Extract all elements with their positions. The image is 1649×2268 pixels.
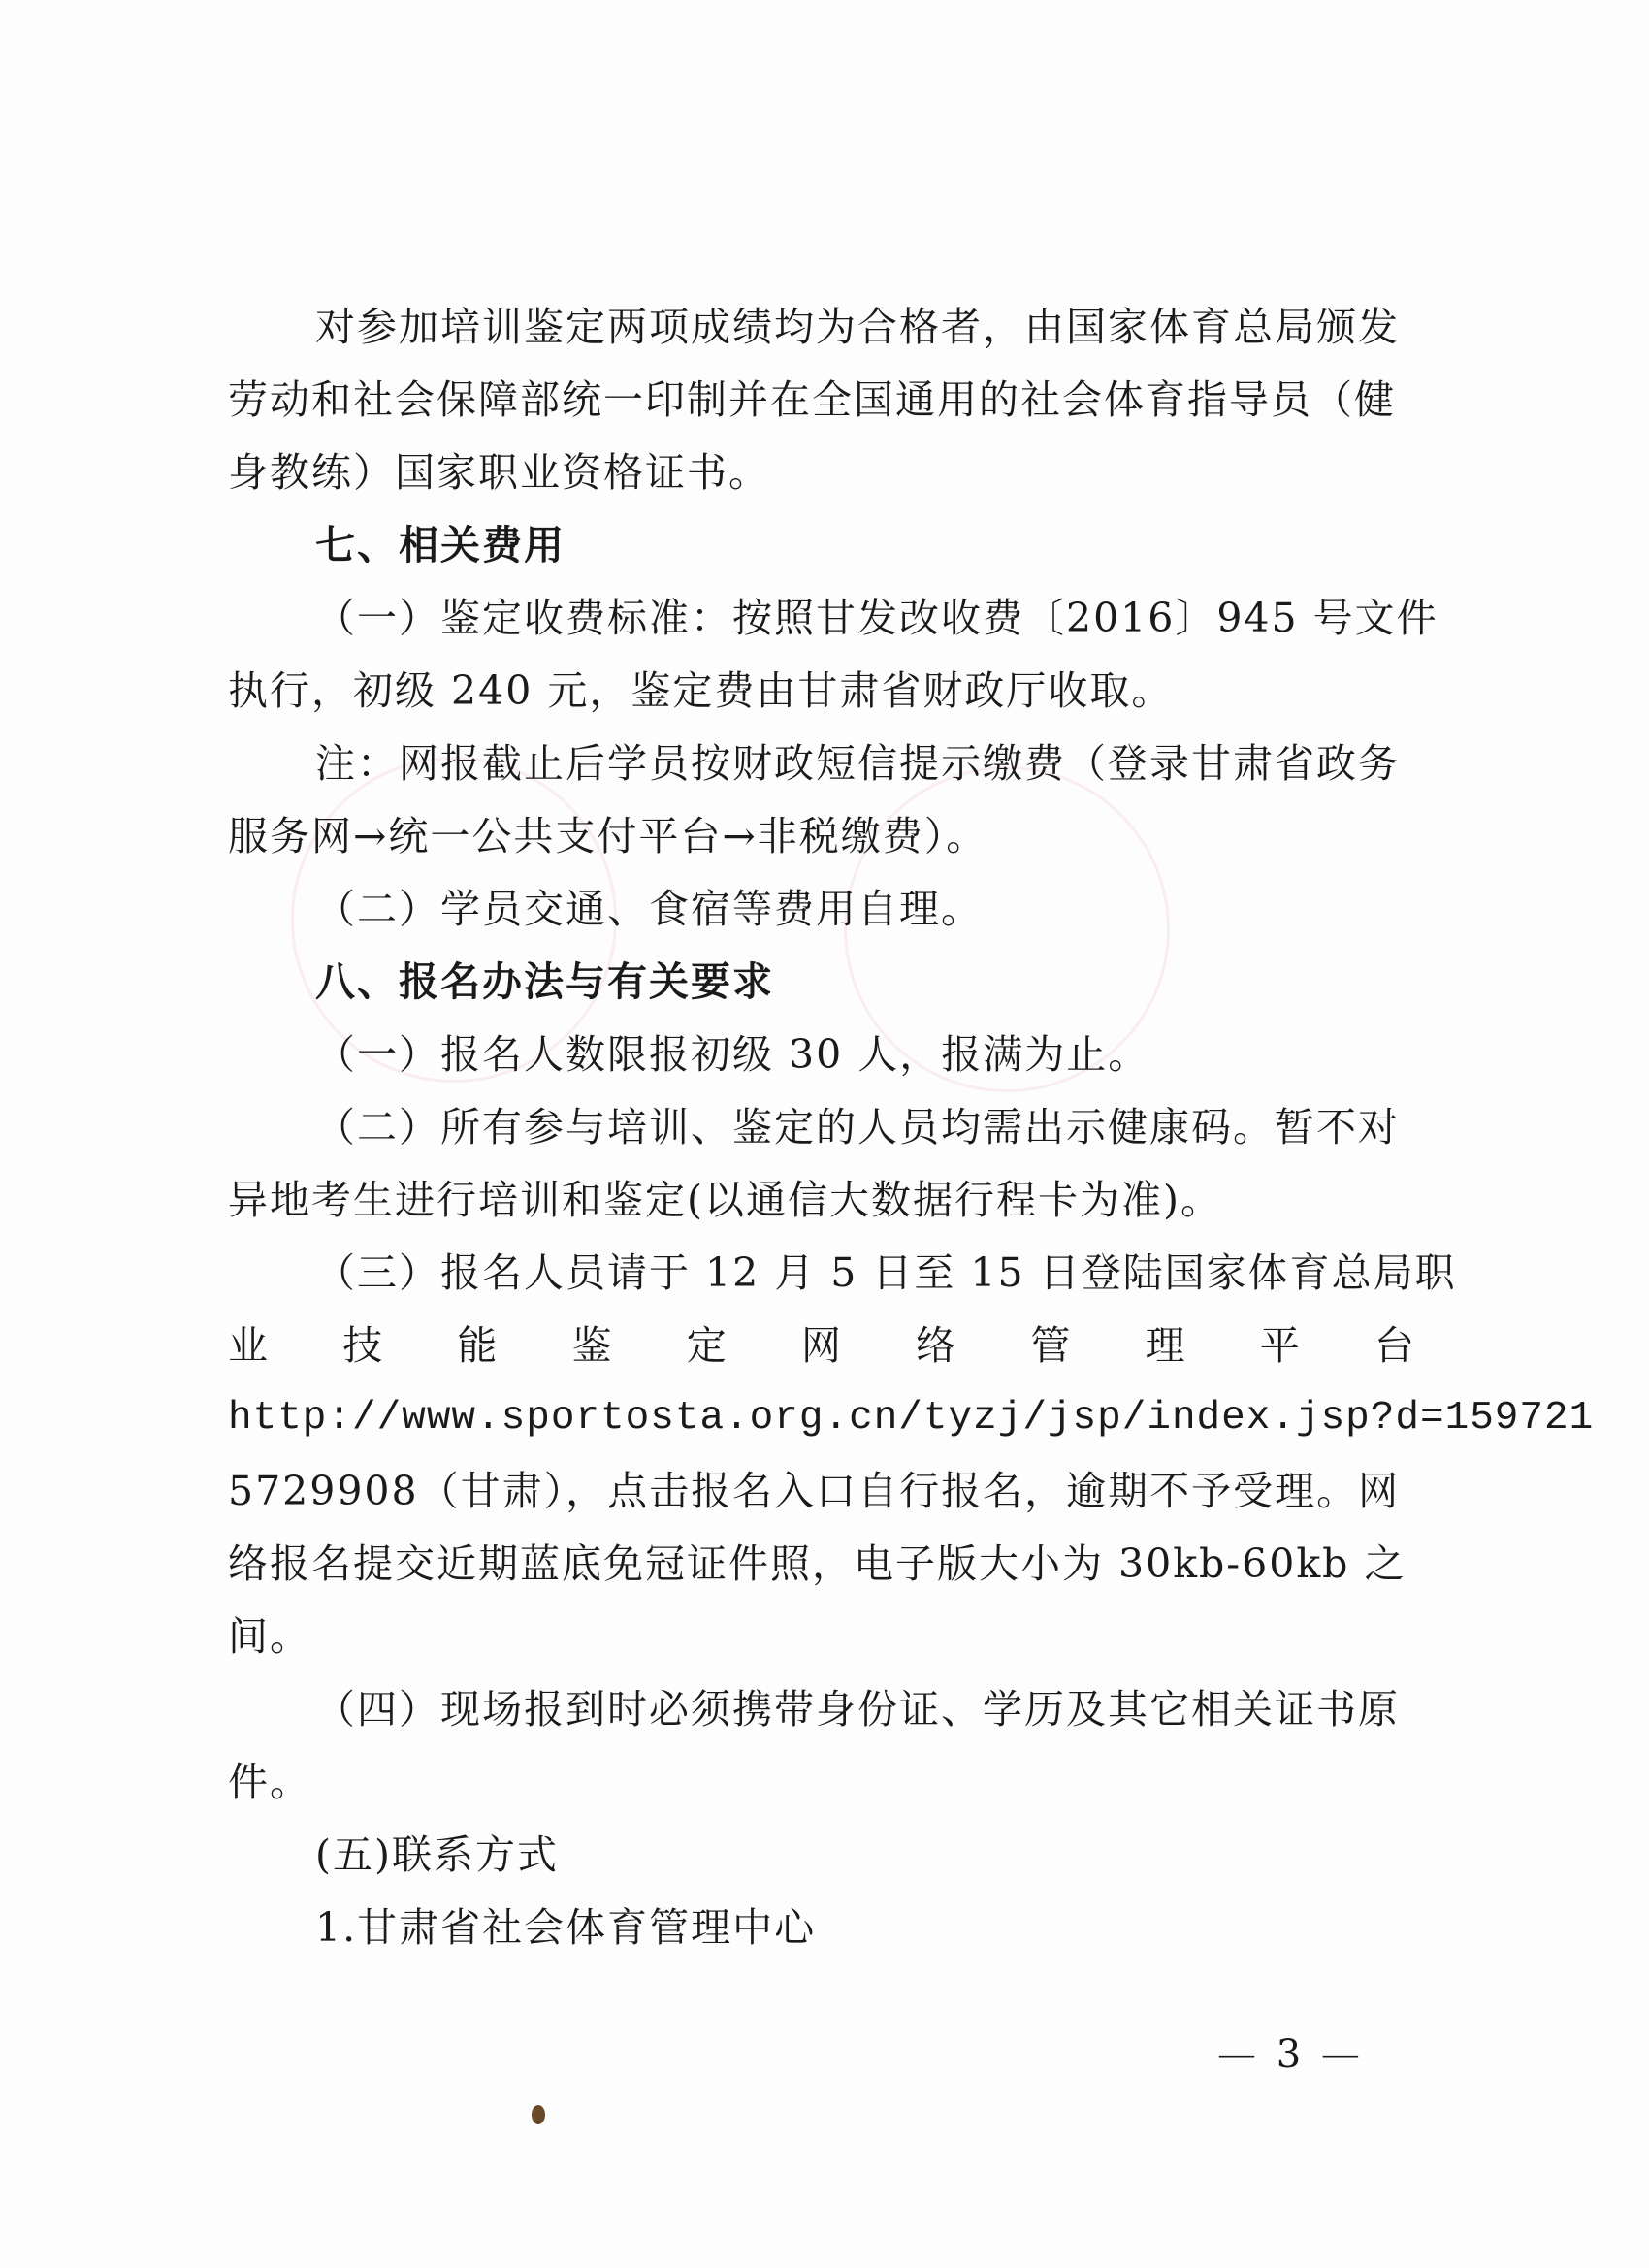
registration-url[interactable]: http://www.sportosta.org.cn/tyzj/jsp/index.jsp?d=159721	[228, 1396, 1595, 1441]
spaced-char: 网	[800, 1322, 843, 1369]
spaced-char: 管	[1030, 1322, 1073, 1369]
requirement-3-line: 络报名提交近期蓝底免冠证件照，电子版大小为 30kb-60kb 之	[228, 1540, 1406, 1587]
spaced-char: 理	[1145, 1322, 1187, 1369]
requirement-3-spaced-line	[228, 1310, 1416, 1382]
ink-spot	[532, 2105, 545, 2124]
contact-item-1: 1.甘肃省社会体育管理中心	[315, 1904, 817, 1951]
requirement-3-line: 5729908（甘肃），点击报名入口自行报名，逾期不予受理。网	[228, 1468, 1401, 1514]
fee-standard-line: 执行，初级 240 元，鉴定费由甘肃省财政厅收取。	[228, 667, 1174, 714]
requirement-2-line: （二）所有参与培训、鉴定的人员均需出示健康码。暂不对	[315, 1104, 1400, 1150]
section-7-title: 七、相关费用	[315, 522, 566, 568]
fee-note-line: 服务网→统一公共支付平台→非税缴费）。	[228, 813, 988, 859]
requirement-3-line: 间。	[228, 1613, 311, 1660]
requirement-3-line: （三）报名人员请于 12 月 5 日至 15 日登陆国家体育总局职	[315, 1249, 1457, 1296]
document-body	[228, 291, 1595, 1964]
paragraph-certificate-line: 对参加培训鉴定两项成绩均为合格者，由国家体育总局颁发	[315, 304, 1400, 350]
fee-note-line: 注：网报截止后学员按财政短信提示缴费（登录甘肃省政务	[315, 740, 1400, 787]
fee-standard-line: （一）鉴定收费标准：按照甘发改收费〔2016〕945 号文件	[315, 595, 1439, 641]
spaced-char: 台	[1374, 1322, 1416, 1369]
contact-title: (五)联系方式	[315, 1831, 559, 1878]
paragraph-certificate-line: 劳动和社会保障部统一印制并在全国通用的社会体育指导员（健	[228, 376, 1396, 423]
page-number: — 3 —	[1217, 2032, 1364, 2077]
requirement-2-line: 异地考生进行培训和鉴定(以通信大数据行程卡为准)。	[228, 1177, 1222, 1223]
spaced-char: 定	[686, 1322, 728, 1369]
spaced-char: 能	[457, 1322, 500, 1369]
requirement-4-line: 件。	[228, 1759, 311, 1805]
spaced-char: 业	[228, 1322, 270, 1369]
spaced-char: 平	[1259, 1322, 1302, 1369]
spaced-char: 鉴	[571, 1322, 614, 1369]
requirement-4-line: （四）现场报到时必须携带身份证、学历及其它相关证书原	[315, 1686, 1400, 1733]
paragraph-certificate-line: 身教练）国家职业资格证书。	[228, 449, 770, 496]
fee-self-paid: （二）学员交通、食宿等费用自理。	[315, 886, 983, 932]
spaced-char: 技	[342, 1322, 385, 1369]
section-8-title: 八、报名办法与有关要求	[315, 958, 774, 1005]
requirement-1: （一）报名人数限报初级 30 人，报满为止。	[315, 1031, 1150, 1078]
spaced-char: 络	[916, 1322, 958, 1369]
